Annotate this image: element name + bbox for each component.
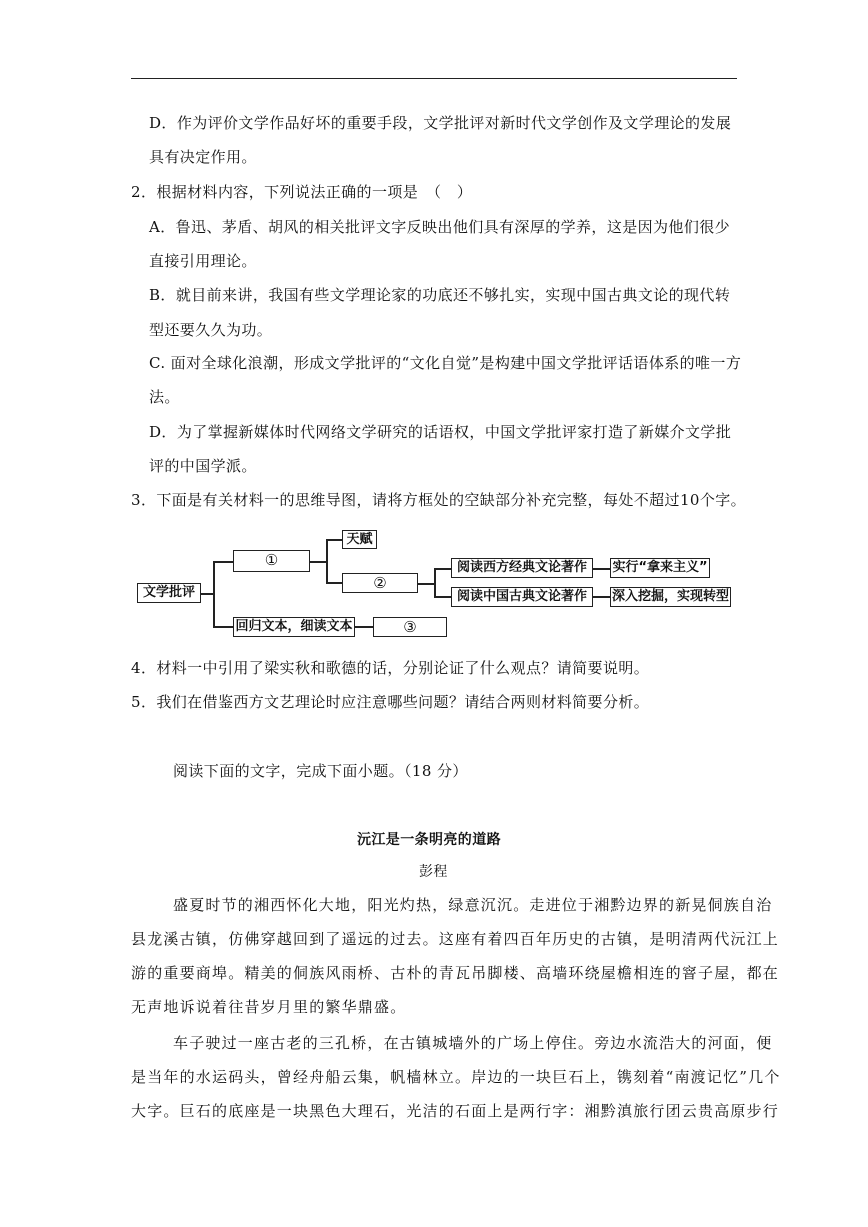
option-b-line-2: 型还要久久为功。 [149, 321, 273, 339]
deep-dig-label: 深入挖掘，实现转型 [611, 589, 729, 604]
article-paragraph-line: 车子驶过一座古老的三孔桥，在古镇城墙外的广场上停住。旁边水流浩大的河面，便 [173, 1034, 773, 1052]
question-3-stem: 3．下面是有关材料一的思维导图，请将方框处的空缺部分补充完整，每处不超过10个字。 [131, 491, 747, 509]
mindmap-deep-dig-box [610, 587, 731, 607]
reading-instruction: 阅读下面的文字，完成下面小题。（18 分） [173, 762, 468, 780]
article-title: 沅江是一条明亮的道路 [357, 832, 501, 848]
option-a-line-1: A．鲁迅、茅盾、胡风的相关批评文字反映出他们具有深厚的学养，这是因为他们很少 [149, 218, 731, 236]
blank-1-label: ① [264, 551, 279, 569]
option-a-line-2: 直接引用理论。 [149, 252, 257, 270]
read-west-label: 阅读西方经典文论著作 [456, 560, 587, 575]
mindmap-root-label: 文学批评 [142, 585, 195, 600]
article-paragraph-line: 是当年的水运码头，曾经舟船云集，帆樯林立。岸边的一块巨石上，镌刻着“南渡记忆”几个 [131, 1068, 781, 1086]
practice-label: 实行“拿来主义” [612, 560, 708, 575]
mindmap-connector [326, 539, 328, 583]
mindmap-connector [434, 568, 436, 597]
question-4-stem: 4．材料一中引用了梁实秋和歌德的话，分别论证了什么观点？请简要说明。 [131, 659, 650, 677]
option-d-line-2: 具有决定作用。 [149, 148, 257, 166]
mindmap-connector [355, 626, 373, 628]
article-paragraph-line: 大字。巨石的底座是一块黑色大理石，光洁的石面上是两行字：湘黔滇旅行团云贵高原步行 [131, 1102, 780, 1120]
option-b-line-1: B．就目前来讲，我国有些文学理论家的功底还不够扎实，实现中国古典文论的现代转 [149, 286, 731, 304]
article-author: 彭程 [419, 864, 448, 880]
mindmap-connector [213, 561, 215, 627]
mindmap-connector [434, 568, 451, 570]
blank-2-label: ② [373, 574, 387, 592]
mindmap-read-china-box [451, 587, 593, 607]
mindmap-return-text-box [233, 617, 355, 637]
talent-label: 天赋 [346, 532, 373, 547]
read-china-label: 阅读中国古典文论著作 [456, 589, 587, 604]
mindmap-connector [434, 596, 451, 598]
return-text-label: 回归文本，细读文本 [235, 619, 353, 634]
article-paragraph-line: 无声地诉说着往昔岁月里的繁华鼎盛。 [131, 998, 407, 1016]
mindmap-connector [418, 583, 434, 585]
mindmap-blank-2-box[interactable] [342, 573, 418, 593]
mindmap-talent-box [342, 530, 377, 549]
mindmap-connector [593, 568, 610, 570]
mindmap-connector [310, 561, 326, 563]
option-d2-line-1: D．为了掌握新媒体时代网络文学研究的话语权，中国文学批评家打造了新媒介文学批 [149, 423, 732, 441]
mindmap-connector [213, 561, 233, 563]
option-d-line-1: D．作为评价文学作品好坏的重要手段，文学批评对新时代文学创作及文学理论的发展 [149, 114, 732, 132]
blank-3-label: ③ [403, 618, 417, 636]
mindmap-connector [213, 626, 233, 628]
mindmap-blank-1-box[interactable] [233, 550, 310, 572]
option-d2-line-2: 评的中国学派。 [149, 457, 257, 475]
mindmap-blank-3-box[interactable] [373, 617, 447, 637]
article-paragraph-line: 县龙溪古镇，仿佛穿越回到了遥远的过去。这座有着四百年历史的古镇，是明清两代沅江上 [131, 930, 780, 948]
option-c-line-2: 法。 [149, 388, 180, 406]
mindmap-connector [326, 539, 342, 541]
article-paragraph-line: 盛夏时节的湘西怀化大地，阳光灼热，绿意沉沉。走进位于湘黔边界的新晃侗族自治 [173, 896, 773, 914]
mindmap-read-west-box [451, 558, 593, 578]
question-2-stem: 2．根据材料内容，下列说法正确的一项是 （ ） [131, 183, 473, 201]
mindmap-connector [326, 582, 342, 584]
mindmap-root-box [137, 583, 201, 603]
question-5-stem: 5．我们在借鉴西方文艺理论时应注意哪些问题？请结合两则材料简要分析。 [131, 693, 650, 711]
article-paragraph-line: 游的重要商埠。精美的侗族风雨桥、古朴的青瓦吊脚楼、高墙环绕屋檐相连的窨子屋，都在 [131, 964, 780, 982]
mindmap-connector [593, 596, 610, 598]
mindmap-practice-box [610, 558, 710, 578]
header-rule [131, 78, 737, 79]
option-c-line-1: C. 面对全球化浪潮，形成文学批评的“文化自觉”是构建中国文学批评话语体系的唯一方 [149, 354, 742, 372]
